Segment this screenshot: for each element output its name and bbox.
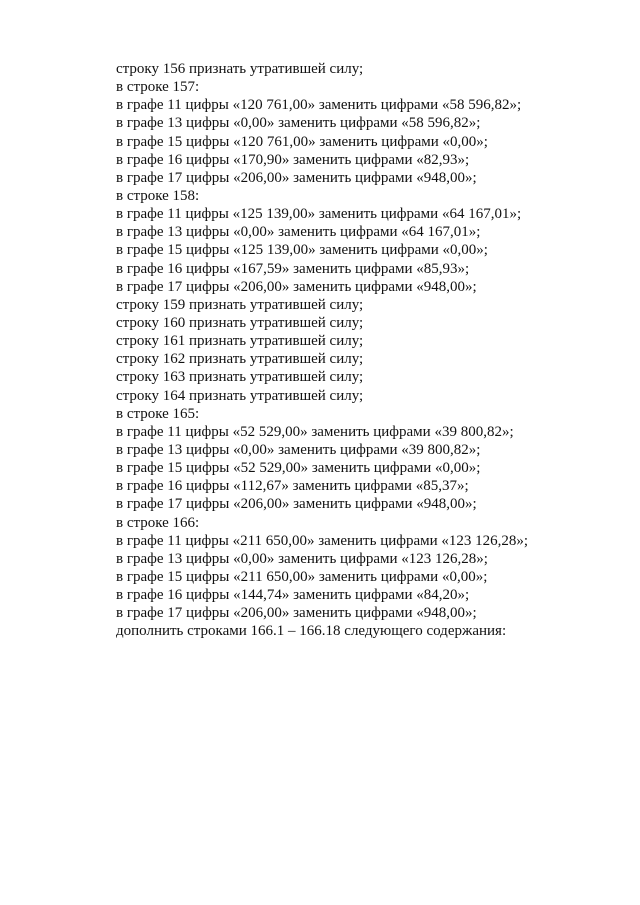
text-line-23: в графе 15 цифры «52 529,00» заменить цифрами «0,00»; bbox=[116, 460, 481, 477]
text-line-13: в графе 17 цифры «206,00» заменить цифрами «948,00»; bbox=[116, 278, 477, 295]
text-line-25: в графе 17 цифры «206,00» заменить цифрами «948,00»; bbox=[116, 496, 477, 513]
text-line-08: в строке 158: bbox=[116, 187, 200, 204]
text-line-01: строку 156 признать утратившей силу; bbox=[116, 61, 364, 77]
text-line-05: в графе 15 цифры «120 761,00» заменить цифрами «0,00»; bbox=[116, 133, 488, 150]
text-line-30: в графе 16 цифры «144,74» заменить цифрами «84,20»; bbox=[116, 587, 470, 604]
text-line-24: в графе 16 цифры «112,67» заменить цифрами «85,37»; bbox=[116, 478, 469, 495]
text-line-03: в графе 11 цифры «120 761,00» заменить цифрами «58 596,82»; bbox=[116, 97, 522, 114]
text-line-28: в графе 13 цифры «0,00» заменить цифрами «123 126,28»; bbox=[116, 550, 488, 567]
text-line-22: в графе 13 цифры «0,00» заменить цифрами «39 800,82»; bbox=[116, 441, 481, 458]
text-line-09: в графе 11 цифры «125 139,00» заменить цифрами «64 167,01»; bbox=[116, 206, 522, 223]
text-line-02: в строке 157: bbox=[116, 79, 200, 96]
text-line-16: строку 161 признать утратившей силу; bbox=[116, 333, 364, 350]
text-line-19: строку 164 признать утратившей силу; bbox=[116, 387, 364, 404]
text-line-18: строку 163 признать утратившей силу; bbox=[116, 369, 364, 386]
text-line-06: в графе 16 цифры «170,90» заменить цифрами «82,93»; bbox=[116, 151, 470, 168]
text-line-21: в графе 11 цифры «52 529,00» заменить цифрами «39 800,82»; bbox=[116, 423, 514, 440]
text-line-12: в графе 16 цифры «167,59» заменить цифрами «85,93»; bbox=[116, 260, 470, 277]
text-line-27: в графе 11 цифры «211 650,00» заменить цифрами «123 126,28»; bbox=[116, 532, 529, 549]
text-line-04: в графе 13 цифры «0,00» заменить цифрами «58 596,82»; bbox=[116, 115, 481, 132]
text-line-31: в графе 17 цифры «206,00» заменить цифрами «948,00»; bbox=[116, 605, 477, 622]
text-line-11: в графе 15 цифры «125 139,00» заменить цифрами «0,00»; bbox=[116, 242, 488, 259]
text-line-17: строку 162 признать утратившей силу; bbox=[116, 351, 364, 368]
document-text-block bbox=[116, 60, 616, 641]
text-line-29: в графе 15 цифры «211 650,00» заменить цифрами «0,00»; bbox=[116, 568, 488, 585]
text-line-15: строку 160 признать утратившей силу; bbox=[116, 314, 364, 331]
text-line-26: в строке 166: bbox=[116, 514, 200, 531]
text-line-14: строку 159 признать утратившей силу; bbox=[116, 296, 364, 313]
text-line-20: в строке 165: bbox=[116, 405, 200, 422]
text-line-32: дополнить строками 166.1 – 166.18 следующего содержания: bbox=[116, 623, 507, 640]
text-line-10: в графе 13 цифры «0,00» заменить цифрами «64 167,01»; bbox=[116, 224, 481, 241]
text-line-07: в графе 17 цифры «206,00» заменить цифрами «948,00»; bbox=[116, 169, 477, 186]
